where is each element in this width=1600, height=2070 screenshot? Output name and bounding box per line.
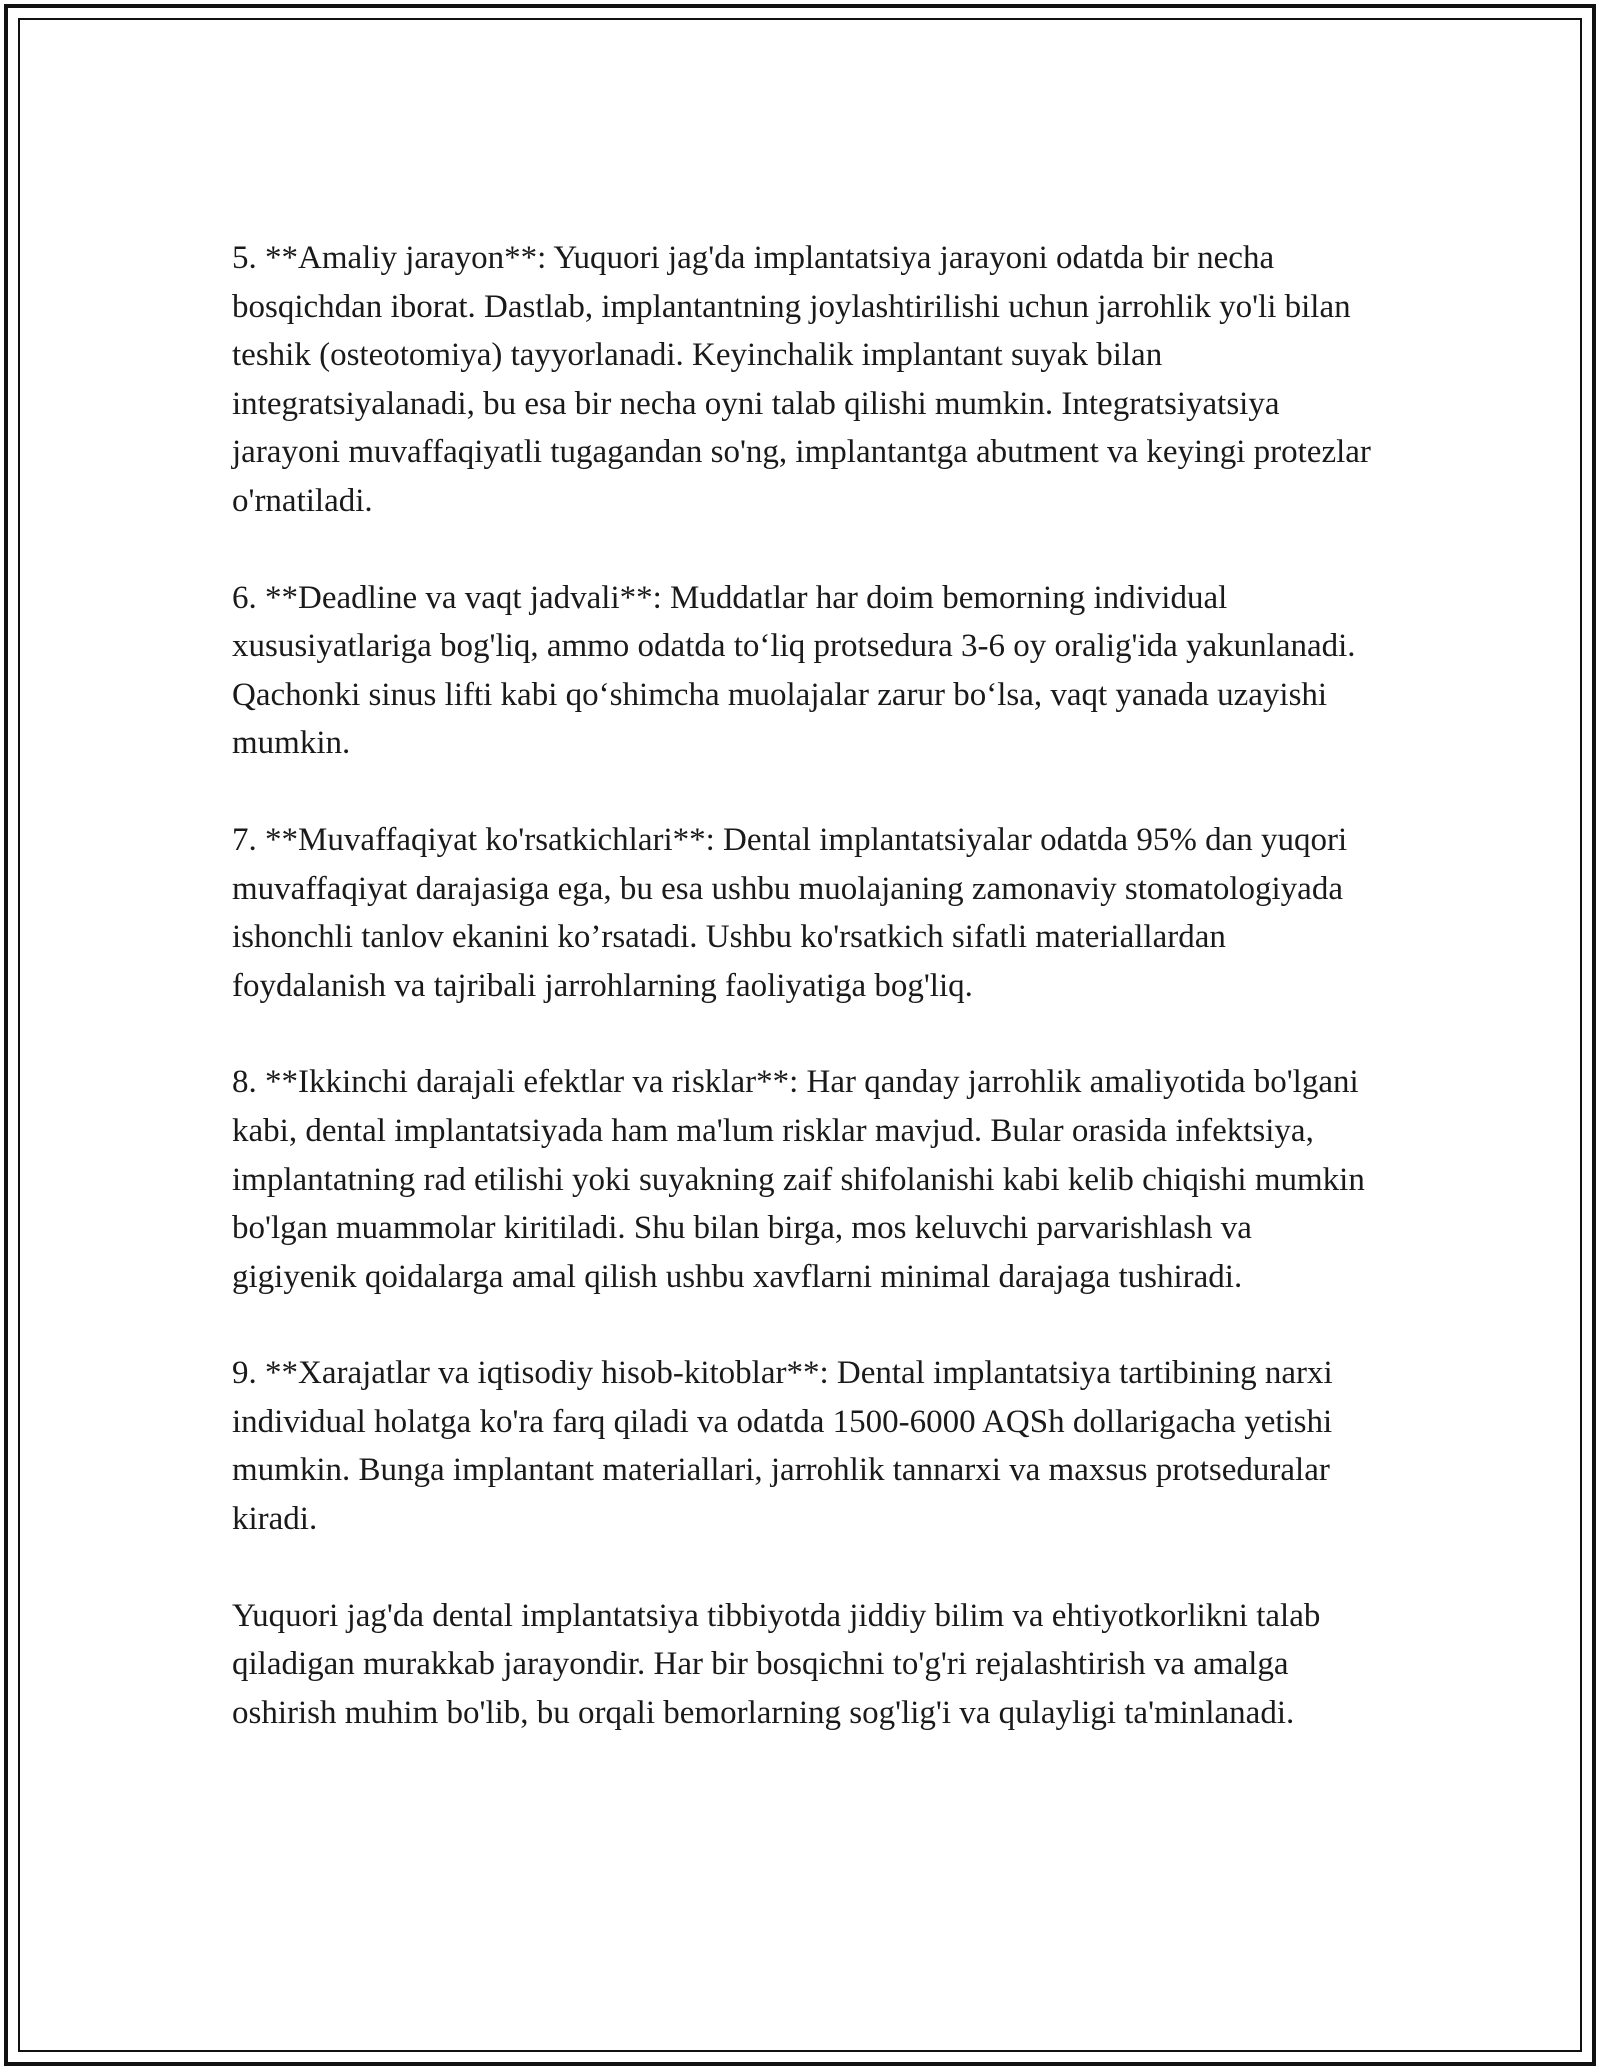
paragraph-costs: 9. **Xarajatlar va iqtisodiy hisob-kitoblar**: Dental implantatsiya tartibining narxi individual holatga ko'ra farq qiladi va odatda 1500-6000 AQSh dollarigacha yetishi mumkin. Bunga implantant materiallari, jarrohlik tannarxi va maxsus protseduralar kiradi. <box>232 1355 1333 1538</box>
paragraph-success-rates: 7. **Muvaffaqiyat ko'rsatkichlari**: Dental implantatsiyalar odatda 95% dan yuqori muvaffaqiyat darajasiga ega, bu esa ushbu muolajaning zamonaviy stomatologiyada ishonchli tanlov ekanini ko’rsatadi. Ushbu ko'rsatkich sifatli materiallardan foydalanish va tajribali jarrohlarning faoliyatiga bog'liq. <box>232 821 1348 1004</box>
document-body <box>232 234 1382 1737</box>
paragraph-conclusion: Yuquori jag'da dental implantatsiya tibbiyotda jiddiy bilim va ehtiyotkorlikni talab qiladigan murakkab jarayondir. Har bir bosqichni to'g'ri rejalashtirish va amalga oshirish muhim bo'lib, bu orqali bemorlarning sog'lig'i va qulayligi ta'minlanadi. <box>232 1597 1321 1731</box>
paragraph-deadline-schedule: 6. **Deadline va vaqt jadvali**: Muddatlar har doim bemorning individual xususiyatlariga bog'liq, ammo odatda to‘liq protsedura 3-6 oy oralig'ida yakunlanadi. Qachonki sinus lifti kabi qo‘shimcha muolajalar zarur bo‘lsa, vaqt yanada uzayishi mumkin. <box>232 579 1356 762</box>
paragraph-practical-process: 5. **Amaliy jarayon**: Yuquori jag'da implantatsiya jarayoni odatda bir necha bosqichdan iborat. Dastlab, implantantning joylashtirilishi uchun jarrohlik yo'li bilan teshik (osteotomiya) tayyorlanadi. Keyinchalik implantant suyak bilan integratsiyalanadi, bu esa bir necha oyni talab qilishi mumkin. Integratsiyatsiya jarayoni muvaffaqiyatli tugagandan so'ng, implantantga abutment va keyingi protezlar o'rnatiladi. <box>232 240 1371 519</box>
paragraph-side-effects-risks: 8. **Ikkinchi darajali efektlar va risklar**: Har qanday jarrohlik amaliyotida bo'lgani kabi, dental implantatsiyada ham ma'lum risklar mavjud. Bular orasida infektsiya, implantatning rad etilishi yoki suyakning zaif shifolanishi kabi kelib chiqishi mumkin bo'lgan muammolar kiritiladi. Shu bilan birga, mos keluvchi parvarishlash va gigiyenik qoidalarga amal qilish ushbu xavflarni minimal darajaga tushiradi. <box>232 1064 1365 1295</box>
